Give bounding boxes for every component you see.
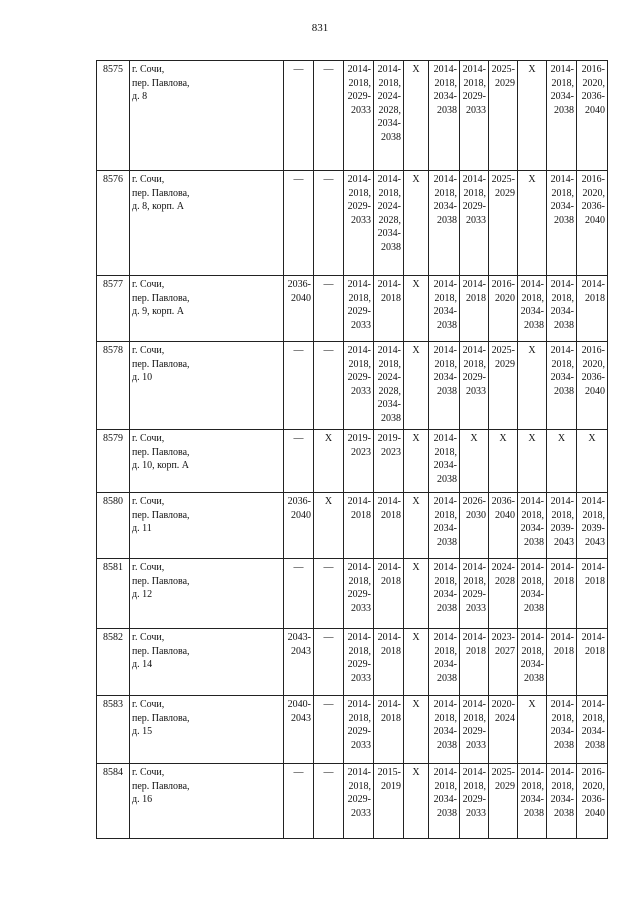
period-cell: 2014- 2018, 2034- 2038 xyxy=(518,276,547,342)
period-cell: 2014- 2018, 2029- 2033 xyxy=(460,171,489,276)
period-cell: — xyxy=(314,61,344,171)
period-cell: 2014- 2018 xyxy=(460,629,489,696)
period-cell: 2014- 2018, 2034- 2038 xyxy=(429,342,460,430)
row-number: 8576 xyxy=(97,171,130,276)
period-cell: 2014- 2018, 2034- 2038 xyxy=(429,696,460,764)
period-cell: 2014- 2018, 2024- 2028, 2034- 2038 xyxy=(374,171,404,276)
period-cell: X xyxy=(460,430,489,493)
period-cell: 2014- 2018, 2039- 2043 xyxy=(577,493,608,559)
period-cell: X xyxy=(314,430,344,493)
period-cell: 2014- 2018 xyxy=(577,629,608,696)
period-cell: X xyxy=(404,559,429,629)
period-cell: X xyxy=(518,696,547,764)
period-cell: X xyxy=(518,342,547,430)
period-cell: 2014- 2018 xyxy=(374,629,404,696)
period-cell: 2025- 2029 xyxy=(489,764,518,839)
period-cell: X xyxy=(404,430,429,493)
period-cell: — xyxy=(314,629,344,696)
period-cell: 2014- 2018, 2029- 2033 xyxy=(344,696,374,764)
period-cell: — xyxy=(314,696,344,764)
period-cell: — xyxy=(284,342,314,430)
table-body xyxy=(97,61,608,839)
period-cell: — xyxy=(284,764,314,839)
period-cell: 2016- 2020 xyxy=(489,276,518,342)
address-cell: г. Сочи, пер. Павлова, д. 9, корп. А xyxy=(130,276,284,342)
period-cell: 2014- 2018, 2024- 2028, 2034- 2038 xyxy=(374,342,404,430)
table-row xyxy=(97,696,608,764)
period-cell: 2014- 2018, 2034- 2038 xyxy=(429,61,460,171)
row-number: 8583 xyxy=(97,696,130,764)
period-cell: — xyxy=(284,430,314,493)
period-cell: 2014- 2018, 2034- 2038 xyxy=(518,629,547,696)
period-cell: 2040- 2043 xyxy=(284,696,314,764)
period-cell: X xyxy=(404,276,429,342)
period-cell: 2025- 2029 xyxy=(489,342,518,430)
period-cell: 2014- 2018, 2034- 2038 xyxy=(429,559,460,629)
period-cell: — xyxy=(314,559,344,629)
row-number: 8575 xyxy=(97,61,130,171)
period-cell: X xyxy=(518,61,547,171)
period-cell: — xyxy=(284,171,314,276)
period-cell: 2014- 2018 xyxy=(547,559,577,629)
period-cell: — xyxy=(284,61,314,171)
period-cell: 2014- 2018, 2034- 2038 xyxy=(429,629,460,696)
period-cell: 2014- 2018, 2034- 2038 xyxy=(429,430,460,493)
period-cell: 2014- 2018, 2034- 2038 xyxy=(547,696,577,764)
period-cell: 2014- 2018, 2029- 2033 xyxy=(344,764,374,839)
period-cell: — xyxy=(314,171,344,276)
address-cell: г. Сочи, пер. Павлова, д. 11 xyxy=(130,493,284,559)
table-row xyxy=(97,342,608,430)
period-cell: 2014- 2018 xyxy=(374,559,404,629)
period-cell: 2036- 2040 xyxy=(284,493,314,559)
period-cell: 2023- 2027 xyxy=(489,629,518,696)
period-cell: 2016- 2020, 2036- 2040 xyxy=(577,61,608,171)
period-cell: 2020- 2024 xyxy=(489,696,518,764)
period-cell: — xyxy=(314,764,344,839)
period-cell: 2014- 2018, 2034- 2038 xyxy=(518,764,547,839)
table-row xyxy=(97,493,608,559)
row-number: 8577 xyxy=(97,276,130,342)
address-cell: г. Сочи, пер. Павлова, д. 15 xyxy=(130,696,284,764)
period-cell: 2024- 2028 xyxy=(489,559,518,629)
address-cell: г. Сочи, пер. Павлова, д. 10, корп. А xyxy=(130,430,284,493)
row-number: 8582 xyxy=(97,629,130,696)
period-cell: 2014- 2018, 2029- 2033 xyxy=(460,696,489,764)
period-cell: 2014- 2018, 2029- 2033 xyxy=(344,559,374,629)
period-cell: X xyxy=(404,629,429,696)
period-cell: 2014- 2018, 2029- 2033 xyxy=(460,61,489,171)
period-cell: 2014- 2018, 2034- 2038 xyxy=(518,493,547,559)
period-cell: 2014- 2018, 2034- 2038 xyxy=(429,764,460,839)
period-cell: 2014- 2018, 2034- 2038 xyxy=(547,61,577,171)
row-number: 8580 xyxy=(97,493,130,559)
period-cell: X xyxy=(404,493,429,559)
period-cell: — xyxy=(284,559,314,629)
row-number: 8578 xyxy=(97,342,130,430)
period-cell: 2014- 2018, 2034- 2038 xyxy=(429,493,460,559)
table-row xyxy=(97,276,608,342)
period-cell: X xyxy=(404,764,429,839)
period-cell: 2036- 2040 xyxy=(284,276,314,342)
period-cell: 2014- 2018, 2034- 2038 xyxy=(547,171,577,276)
period-cell: 2014- 2018, 2034- 2038 xyxy=(547,764,577,839)
table-row xyxy=(97,171,608,276)
table-row xyxy=(97,559,608,629)
period-cell: 2014- 2018, 2034- 2038 xyxy=(547,276,577,342)
period-cell: 2014- 2018, 2024- 2028, 2034- 2038 xyxy=(374,61,404,171)
period-cell: 2014- 2018, 2029- 2033 xyxy=(344,61,374,171)
period-cell: X xyxy=(489,430,518,493)
period-cell: X xyxy=(404,171,429,276)
period-cell: 2036- 2040 xyxy=(489,493,518,559)
period-cell: X xyxy=(404,696,429,764)
address-cell: г. Сочи, пер. Павлова, д. 8, корп. А xyxy=(130,171,284,276)
period-cell: 2014- 2018 xyxy=(374,493,404,559)
period-cell: 2025- 2029 xyxy=(489,171,518,276)
period-cell: 2025- 2029 xyxy=(489,61,518,171)
row-number: 8584 xyxy=(97,764,130,839)
period-cell: 2014- 2018, 2029- 2033 xyxy=(344,171,374,276)
period-cell: — xyxy=(314,342,344,430)
period-cell: 2014- 2018 xyxy=(577,559,608,629)
table-row xyxy=(97,61,608,171)
period-cell: 2014- 2018, 2034- 2038 xyxy=(429,171,460,276)
period-cell: 2014- 2018 xyxy=(374,696,404,764)
period-cell: 2016- 2020, 2036- 2040 xyxy=(577,171,608,276)
period-cell: — xyxy=(314,276,344,342)
period-cell: 2015- 2019 xyxy=(374,764,404,839)
period-cell: 2014- 2018, 2029- 2033 xyxy=(344,342,374,430)
period-cell: X xyxy=(404,342,429,430)
period-cell: 2014- 2018, 2029- 2033 xyxy=(460,764,489,839)
period-cell: X xyxy=(518,430,547,493)
period-cell: 2019- 2023 xyxy=(374,430,404,493)
period-cell: 2014- 2018, 2029- 2033 xyxy=(460,559,489,629)
period-cell: X xyxy=(577,430,608,493)
table-row xyxy=(97,430,608,493)
period-cell: 2016- 2020, 2036- 2040 xyxy=(577,342,608,430)
period-cell: 2019- 2023 xyxy=(344,430,374,493)
period-cell: 2043- 2043 xyxy=(284,629,314,696)
table-row xyxy=(97,629,608,696)
address-cell: г. Сочи, пер. Павлова, д. 10 xyxy=(130,342,284,430)
period-cell: 2014- 2018 xyxy=(547,629,577,696)
period-cell: 2014- 2018, 2034- 2038 xyxy=(518,559,547,629)
row-number: 8579 xyxy=(97,430,130,493)
period-cell: 2014- 2018, 2039- 2043 xyxy=(547,493,577,559)
address-cell: г. Сочи, пер. Павлова, д. 14 xyxy=(130,629,284,696)
address-cell: г. Сочи, пер. Павлова, д. 16 xyxy=(130,764,284,839)
period-cell: 2014- 2018 xyxy=(344,493,374,559)
period-cell: 2014- 2018, 2029- 2033 xyxy=(344,629,374,696)
table-row xyxy=(97,764,608,839)
period-cell: 2014- 2018, 2034- 2038 xyxy=(577,696,608,764)
period-cell: X xyxy=(314,493,344,559)
period-cell: 2014- 2018, 2029- 2033 xyxy=(344,276,374,342)
period-cell: 2014- 2018, 2034- 2038 xyxy=(429,276,460,342)
period-cell: 2014- 2018 xyxy=(374,276,404,342)
period-cell: 2016- 2020, 2036- 2040 xyxy=(577,764,608,839)
period-cell: 2026- 2030 xyxy=(460,493,489,559)
period-cell: 2014- 2018, 2034- 2038 xyxy=(547,342,577,430)
period-cell: X xyxy=(547,430,577,493)
period-cell: 2014- 2018 xyxy=(577,276,608,342)
page-number: 831 xyxy=(311,22,329,34)
address-cell: г. Сочи, пер. Павлова, д. 12 xyxy=(130,559,284,629)
row-number: 8581 xyxy=(97,559,130,629)
period-cell: X xyxy=(518,171,547,276)
registry-table xyxy=(96,60,608,839)
period-cell: X xyxy=(404,61,429,171)
period-cell: 2014- 2018 xyxy=(460,276,489,342)
address-cell: г. Сочи, пер. Павлова, д. 8 xyxy=(130,61,284,171)
period-cell: 2014- 2018, 2029- 2033 xyxy=(460,342,489,430)
